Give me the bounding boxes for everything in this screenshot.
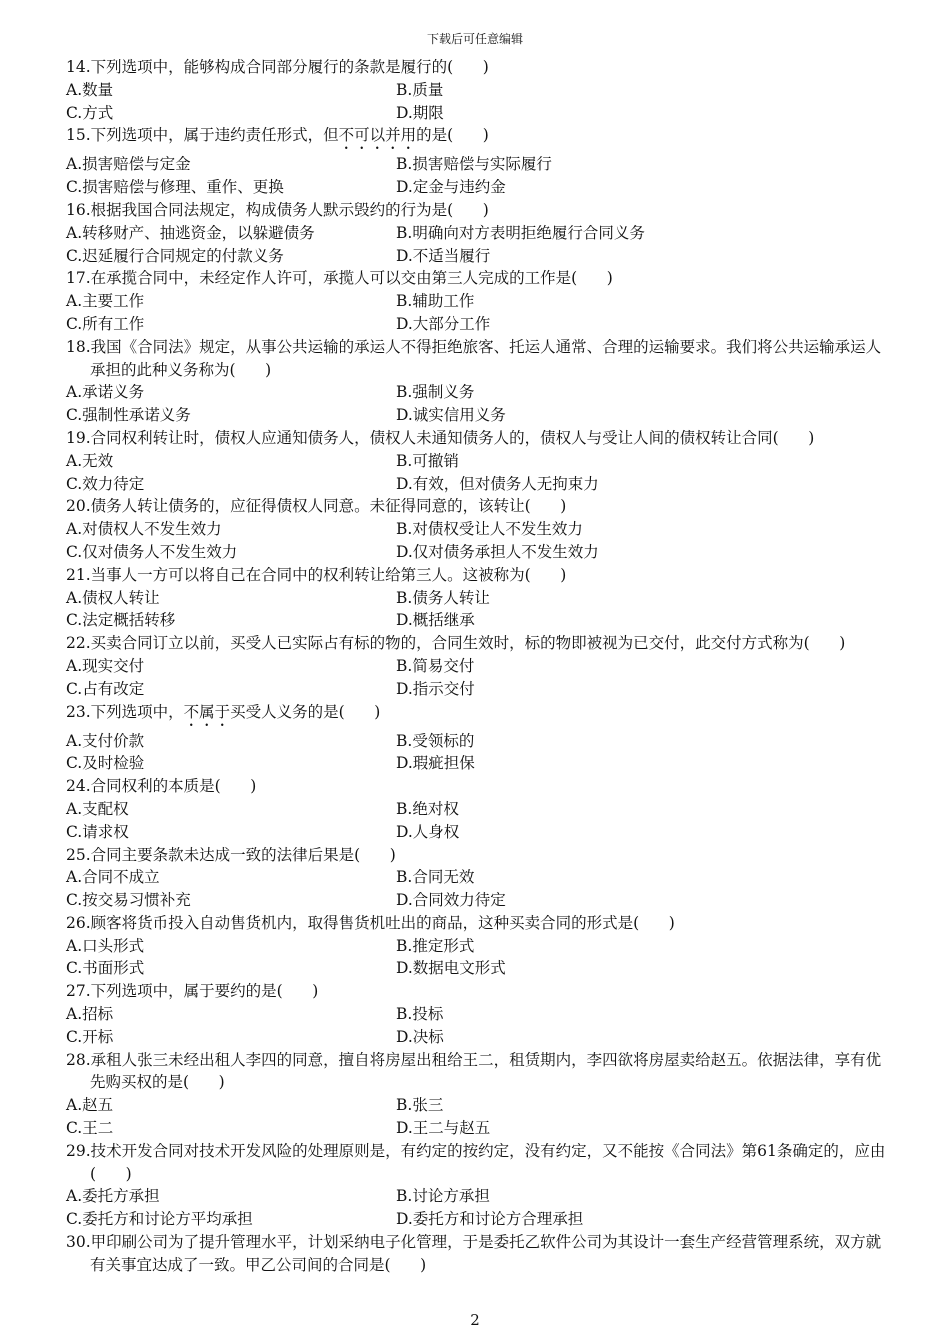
answer-option: B.讨论方承担	[396, 1187, 490, 1206]
question-stem	[66, 701, 890, 730]
question-stem	[66, 980, 890, 1003]
answer-option: D.委托方和讨论方合理承担	[396, 1210, 584, 1229]
question-stem	[66, 199, 890, 222]
question-24	[66, 775, 890, 843]
stem-text: 30.甲印刷公司为了提升管理水平，计划采纳电子化管理，于是委托乙软件公司为其设计一套生产经营管理系统，双方就有关事宜达成了一致。甲乙公司间的合同是( )	[66, 1233, 882, 1274]
answer-option: D.概括继承	[396, 611, 475, 630]
option-row	[66, 313, 890, 336]
question-stem	[66, 912, 890, 935]
answer-option: D.大部分工作	[396, 314, 491, 333]
option-row	[66, 404, 890, 427]
answer-option: B.损害赔偿与实际履行	[396, 155, 552, 174]
answer-option: B.受领标的	[396, 731, 475, 750]
option-row	[66, 866, 890, 889]
option-row	[66, 1117, 890, 1140]
answer-option: A.转移财产、抽逃资金，以躲避债务	[66, 223, 315, 242]
answer-option: B.张三	[396, 1096, 444, 1115]
answer-option: A.合同不成立	[66, 868, 160, 887]
answer-option: D.王二与赵五	[396, 1119, 491, 1138]
answer-option: D.诚实信用义务	[396, 406, 506, 425]
stem-text: 24.合同权利的本质是( )	[66, 777, 257, 796]
option-row	[66, 245, 890, 268]
answer-option: C.书面形式	[66, 959, 145, 978]
answer-option: A.口头形式	[66, 936, 145, 955]
answer-option: C.占有改定	[66, 679, 145, 698]
question-29	[66, 1140, 890, 1231]
answer-option: D.有效，但对债务人无拘束力	[396, 474, 599, 493]
stem-text: 16.根据我国合同法规定，构成债务人默示毁约的行为是( )	[66, 200, 489, 219]
option-row	[66, 518, 890, 541]
question-14	[66, 56, 890, 124]
answer-option: A.委托方承担	[66, 1187, 160, 1206]
answer-option: C.方式	[66, 103, 114, 122]
answer-option: D.人身权	[396, 822, 460, 841]
stem-text: 25.合同主要条款未达成一致的法律后果是( )	[66, 845, 396, 864]
question-stem	[66, 1049, 890, 1095]
stem-text: 20.债务人转让债务的，应征得债权人同意。未征得同意的，该转让( )	[66, 497, 567, 516]
answer-option: D.定金与违约金	[396, 178, 506, 197]
question-25	[66, 844, 890, 912]
answer-option: C.迟延履行合同规定的付款义务	[66, 246, 284, 265]
question-19	[66, 427, 890, 495]
stem-text: 21.当事人一方可以将自己在合同中的权利转让给第三人。这被称为( )	[66, 565, 567, 584]
answer-option: A.支配权	[66, 799, 129, 818]
option-row	[66, 153, 890, 176]
answer-option: B.简易交付	[396, 656, 475, 675]
answer-option: A.债权人转让	[66, 588, 160, 607]
option-row	[66, 176, 890, 199]
question-stem	[66, 1140, 890, 1186]
option-row	[66, 730, 890, 753]
answer-option: B.推定形式	[396, 936, 475, 955]
answer-option: A.主要工作	[66, 292, 145, 311]
question-28	[66, 1049, 890, 1140]
answer-option: B.合同无效	[396, 868, 475, 887]
answer-option: B.绝对权	[396, 799, 459, 818]
option-row	[66, 102, 890, 125]
answer-option: C.按交易习惯补充	[66, 891, 191, 910]
stem-text: 18.我国《合同法》规定，从事公共运输的承运人不得拒绝旅客、托运人通常、合理的运输要求。我们将公共运输承运人承担的此种义务称为( )	[66, 337, 882, 379]
question-stem	[66, 56, 890, 79]
answer-option: A.无效	[66, 451, 114, 470]
answer-option: A.损害赔偿与定金	[66, 155, 191, 174]
option-row	[66, 889, 890, 912]
answer-option: A.现实交付	[66, 656, 145, 675]
stem-text: 27.下列选项中，属于要约的是( )	[66, 982, 319, 1001]
stem-text: 14.下列选项中，能够构成合同部分履行的条款是履行的( )	[66, 58, 489, 76]
question-17	[66, 267, 890, 335]
answer-option: B.辅助工作	[396, 292, 475, 311]
answer-option: A.赵五	[66, 1096, 114, 1115]
answer-option: C.请求权	[66, 822, 129, 841]
question-stem	[66, 1231, 890, 1277]
option-row	[66, 1026, 890, 1049]
option-row	[66, 79, 890, 102]
question-stem	[66, 336, 890, 382]
option-row	[66, 821, 890, 844]
answer-option: D.瑕疵担保	[396, 754, 475, 773]
answer-option: B.债务人转让	[396, 588, 490, 607]
emphasized-text: 不可以并用	[338, 126, 417, 145]
emphasized-text: 不属于	[183, 702, 231, 721]
answer-option: A.承诺义务	[66, 383, 145, 402]
answer-option: B.可撤销	[396, 451, 459, 470]
answer-option: C.王二	[66, 1119, 114, 1138]
answer-option: C.法定概括转移	[66, 611, 176, 630]
question-stem	[66, 844, 890, 867]
option-row	[66, 655, 890, 678]
answer-option: B.质量	[396, 80, 444, 99]
option-row	[66, 222, 890, 245]
option-row	[66, 798, 890, 821]
answer-option: C.委托方和讨论方平均承担	[66, 1210, 253, 1229]
stem-text: 19.合同权利转让时，债权人应通知债务人，债权人未通知债务人的，债权人与受让人间的债权转让合同( )	[66, 428, 815, 447]
option-row	[66, 1208, 890, 1231]
answer-option: C.损害赔偿与修理、重作、更换	[66, 178, 284, 197]
answer-option: C.开标	[66, 1027, 114, 1046]
question-20	[66, 495, 890, 563]
answer-option: D.仅对债务承担人不发生效力	[396, 542, 599, 561]
stem-text: 的是( )	[416, 126, 489, 145]
answer-option: D.期限	[396, 103, 444, 122]
answer-option: B.投标	[396, 1005, 444, 1024]
page-number: 2	[470, 1311, 480, 1329]
question-stem	[66, 564, 890, 587]
question-15	[66, 124, 890, 199]
question-30	[66, 1231, 890, 1277]
option-row	[66, 957, 890, 980]
answer-option: A.支付价款	[66, 731, 145, 750]
question-18	[66, 336, 890, 427]
option-row	[66, 587, 890, 610]
answer-option: D.数据电文形式	[396, 959, 506, 978]
stem-text: 29.技术开发合同对技术开发风险的处理原则是，有约定的按约定，没有约定，又不能按《合同法》第61条确定的，应由( )	[66, 1141, 886, 1183]
answer-option: D.不适当履行	[396, 246, 491, 265]
answer-option: C.及时检验	[66, 754, 145, 773]
answer-option: A.数量	[66, 80, 114, 99]
stem-text: 22.买卖合同订立以前，买受人已实际占有标的物的，合同生效时，标的物即被视为已交付，此交付方式称为( )	[66, 634, 846, 653]
option-row	[66, 678, 890, 701]
stem-text: 23.下列选项中，	[66, 702, 184, 721]
answer-option: B.强制义务	[396, 383, 475, 402]
answer-option: B.明确向对方表明拒绝履行合同义务	[396, 223, 645, 242]
option-row	[66, 290, 890, 313]
question-16	[66, 199, 890, 267]
answer-option: C.强制性承诺义务	[66, 406, 191, 425]
question-23	[66, 701, 890, 776]
option-row	[66, 450, 890, 473]
question-stem	[66, 427, 890, 450]
question-stem	[66, 632, 890, 655]
answer-option: C.效力待定	[66, 474, 145, 493]
answer-option: C.所有工作	[66, 314, 145, 333]
question-21	[66, 564, 890, 632]
answer-option: A.对债权人不发生效力	[66, 520, 222, 539]
answer-option: D.合同效力待定	[396, 891, 506, 910]
option-row	[66, 609, 890, 632]
option-row	[66, 1094, 890, 1117]
option-row	[66, 1003, 890, 1026]
page-header: 下载后可任意编辑	[426, 32, 523, 46]
answer-option: D.指示交付	[396, 679, 475, 698]
question-26	[66, 912, 890, 980]
question-list	[66, 56, 890, 1277]
option-row	[66, 935, 890, 958]
answer-option: B.对债权受让人不发生效力	[396, 520, 583, 539]
answer-option: C.仅对债务人不发生效力	[66, 542, 238, 561]
stem-text: 15.下列选项中，属于违约责任形式，但	[66, 126, 339, 145]
stem-text: 28.承租人张三未经出租人李四的同意，擅自将房屋出租给王二，租赁期内，李四欲将房屋卖给赵五。依据法律，享有优先购买权的是( )	[66, 1050, 882, 1092]
stem-text: 17.在承揽合同中，未经定作人许可，承揽人可以交由第三人完成的工作是( )	[66, 269, 613, 288]
stem-text: 买受人义务的是( )	[230, 702, 381, 721]
answer-option: A.招标	[66, 1005, 114, 1024]
answer-option: D.决标	[396, 1027, 444, 1046]
option-row	[66, 473, 890, 496]
question-stem	[66, 267, 890, 290]
question-stem	[66, 495, 890, 518]
question-22	[66, 632, 890, 700]
option-row	[66, 541, 890, 564]
option-row	[66, 752, 890, 775]
option-row	[66, 381, 890, 404]
question-stem	[66, 124, 890, 153]
question-stem	[66, 775, 890, 798]
stem-text: 26.顾客将货币投入自动售货机内，取得售货机吐出的商品，这种买卖合同的形式是( )	[66, 913, 675, 932]
option-row	[66, 1185, 890, 1208]
question-27	[66, 980, 890, 1048]
